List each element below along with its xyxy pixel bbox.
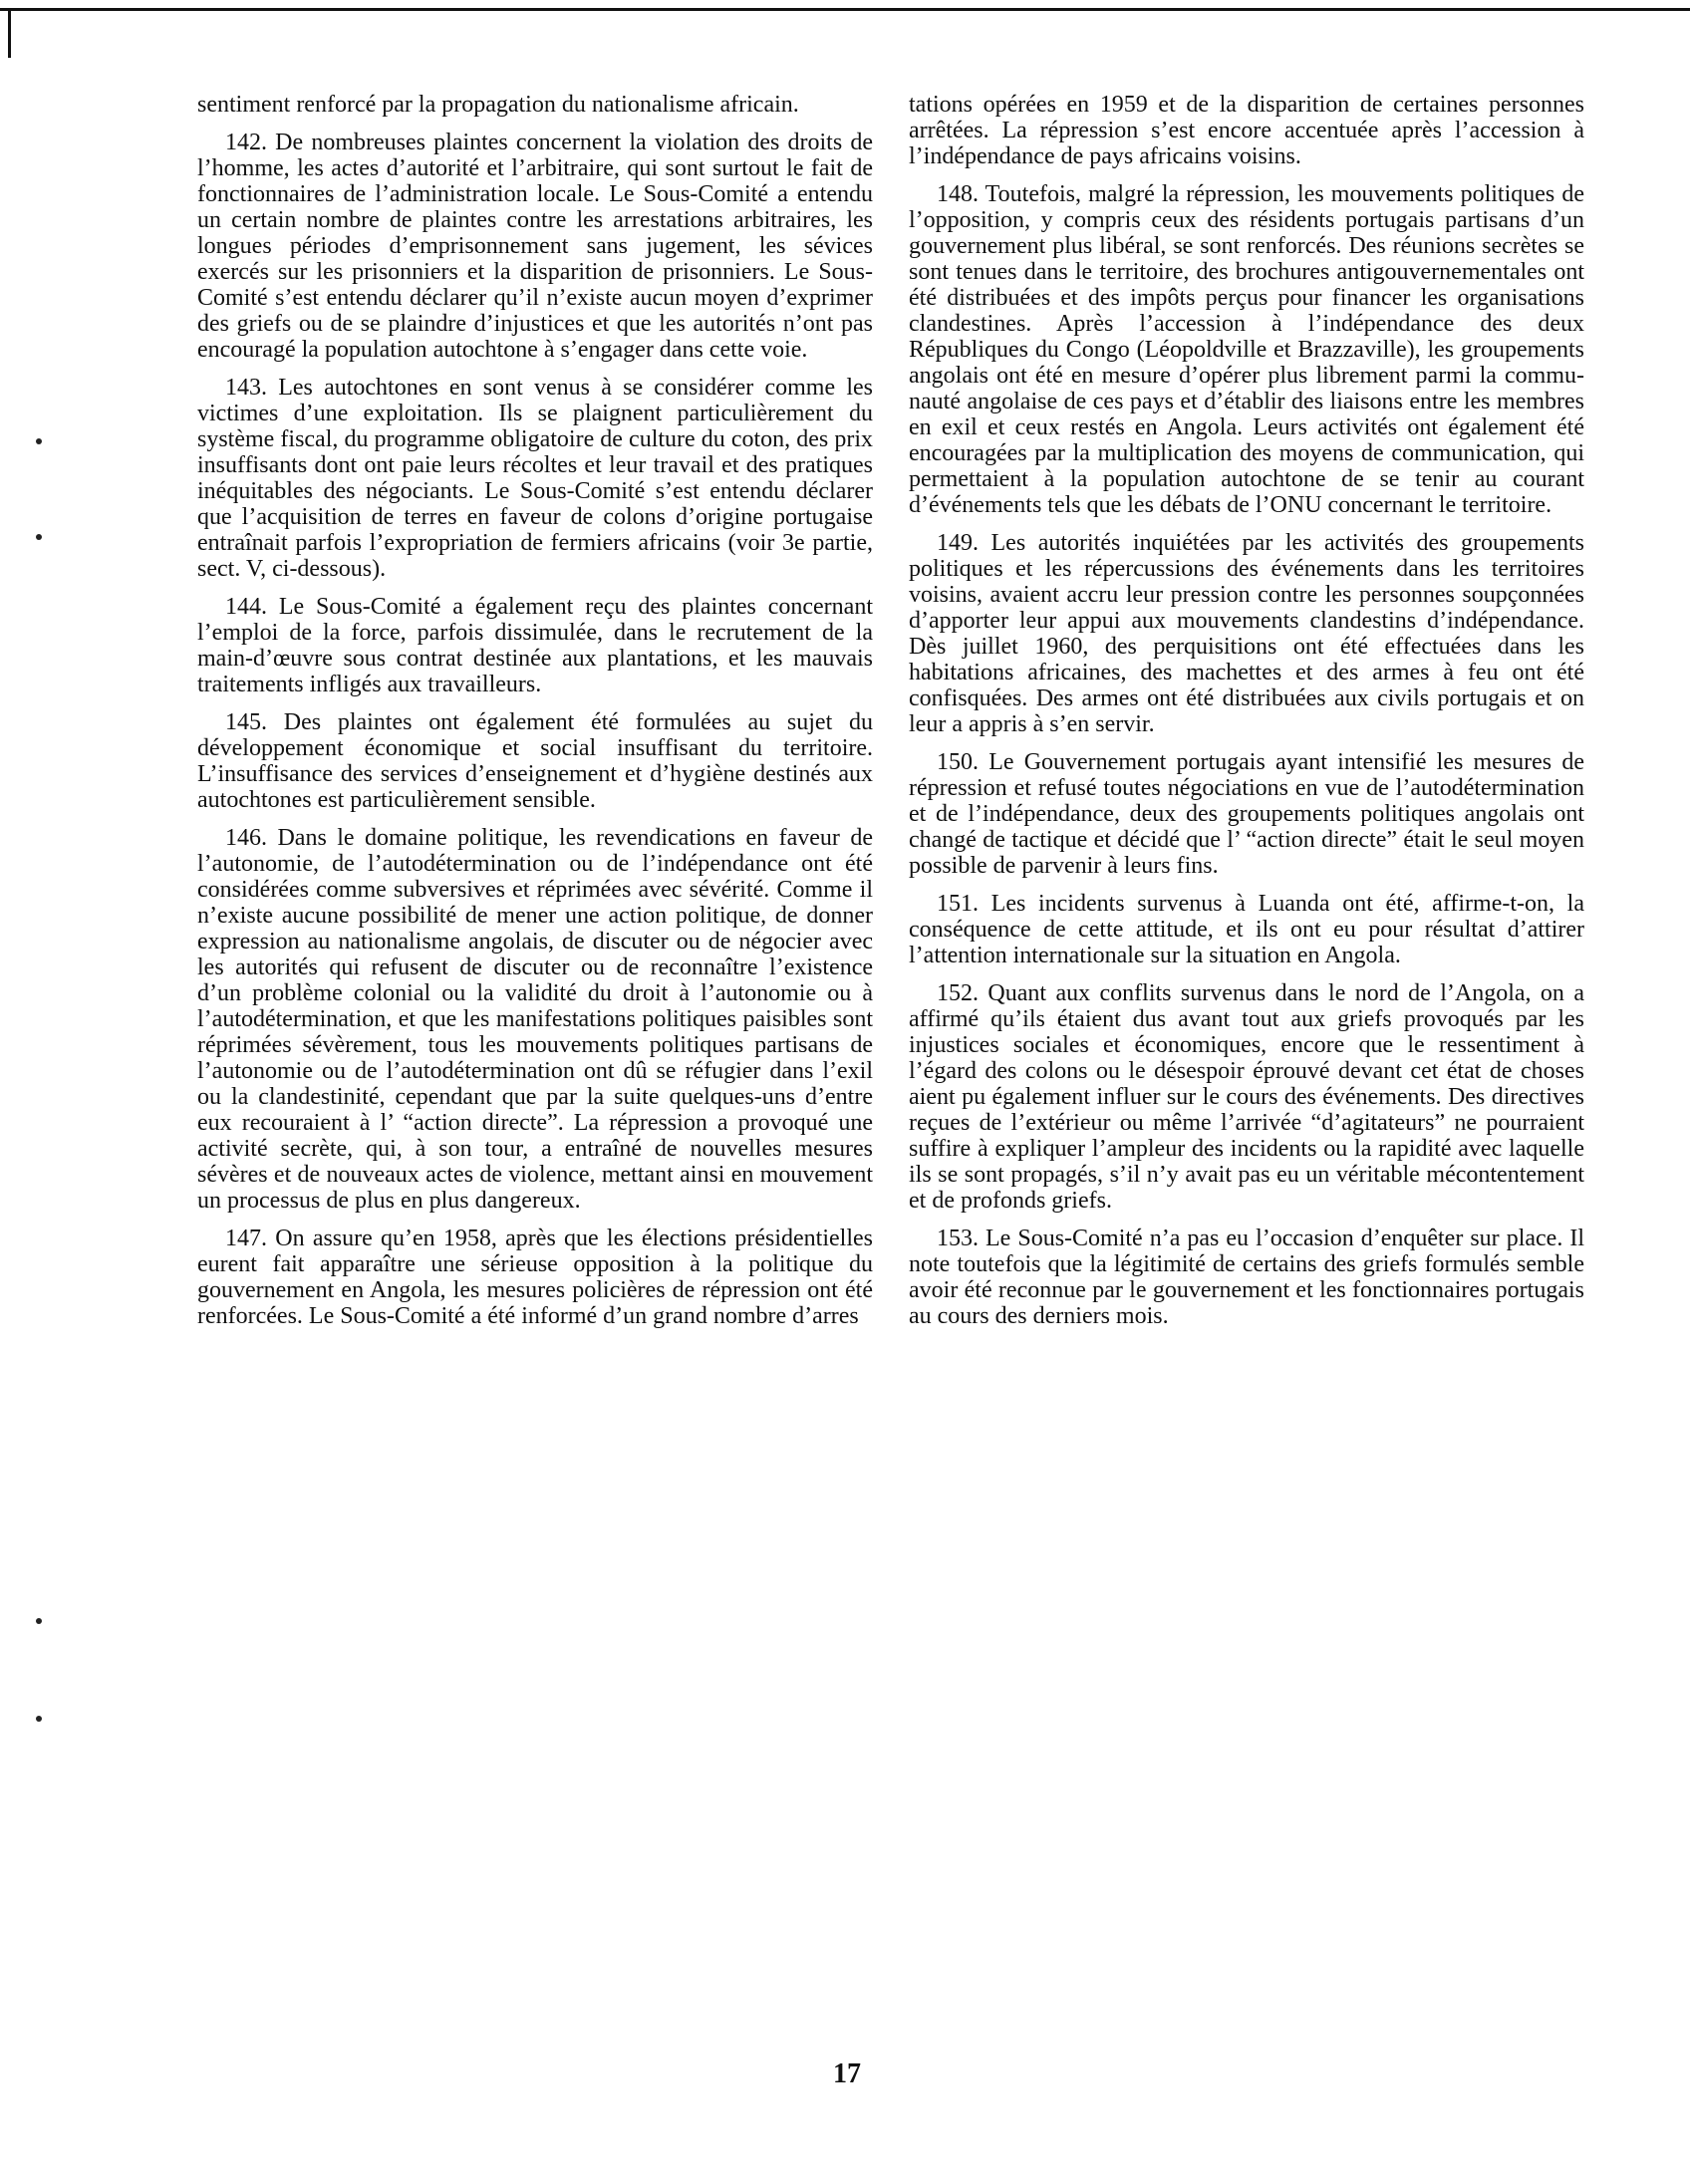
paragraph-152: 152. Quant aux conflits survenus dans le nord de l’Angola, on a affirmé qu’ils étaient dus avant tout aux griefs provoqués par les injustices sociales et économiques, encore que le ressentiment à l’égard des colons ou le désespoir éprouvé devant cet état de choses aient pu également influer sur le cours des événements. Des directives reçues de l’extérieur ou même l’arrivée “d’agitateurs” ne pourraient suffire à expliquer l’ampleur des incidents ou la rapidité avec laquelle ils se sont propagés, s’il n’y avait pas eu un véritable mécontentement et de profonds griefs. — [909, 980, 1584, 1214]
page-number: 17 — [833, 2058, 861, 2089]
paragraph-146: 146. Dans le domaine politique, les revendications en faveur de l’autonomie, de l’autodétermination ou de l’indépendance ont été considérées comme subversives et réprimées avec sévérité. Comme il n’existe aucune possibilité de mener une action politique, de donner expression au nationalisme angolais, de discuter ou de négocier avec les autorités qui refusent de discuter ou de reconnaître l’existence d’un problème colonial ou la validité du droit à l’autonomie ou à l’autodétermination, et que les manifestations politiques paisibles sont réprimées sévèrement, tous les mouvements politiques partisans de l’autonomie ou de l’autodétermination ont dû se réfugier dans l’exil ou la clandestinité, cependant que par la suite quelques-uns d’entre eux recouraient à l’ “action directe”. La répression a provoqué une activité secrète, qui, à son tour, a entraîné de nouvelles mesures sévères et de nouveaux actes de violence, mettant ainsi en mouvement un processus de plus en plus dangereux. — [197, 825, 873, 1214]
margin-mark — [36, 438, 42, 444]
paragraph-142: 142. De nombreuses plaintes concernent la violation des droits de l’homme, les actes d’autorité et l’arbitraire, qui sont surtout le fait de fonctionnaires de l’administration locale. Le Sous-Comité a entendu un certain nombre de plaintes contre les arrestations arbitraires, les longues périodes d’emprisonnement sans jugement, les sévices exercés sur les prisonniers et la disparition de prisonniers. Le Sous-Comité s’est entendu déclarer qu’il n’existe aucun moyen d’exprimer des griefs ou de se plaindre d’injustices et que les autorités n’ont pas encouragé la population autochtone à s’engager dans cette voie. — [197, 130, 873, 363]
paragraph-continuation: tations opérées en 1959 et de la disparition de certaines personnes arrêtées. La répression s’est encore accentuée après l’accession à l’indépendance de pays africains voisins. — [909, 92, 1584, 169]
paragraph-153: 153. Le Sous-Comité n’a pas eu l’occasion d’enquêter sur place. Il note toutefois que la légitimité de certains des griefs formulés semble avoir été reconnue par le gouvernement et les fonctionnaires portugais au cours des derniers mois. — [909, 1226, 1584, 1329]
margin-mark — [36, 534, 42, 540]
margin-mark — [36, 1618, 42, 1624]
left-column — [197, 92, 873, 1341]
page-top-rule — [0, 8, 1690, 11]
paragraph-151: 151. Les incidents survenus à Luanda ont été, affirme-t-on, la conséquence de cette attitude, et ils ont eu pour résultat d’attirer l’attention internationale sur la situation en Angola. — [909, 891, 1584, 968]
right-column — [909, 92, 1584, 1341]
paragraph-145: 145. Des plaintes ont également été formulées au sujet du développement économique et social insuffisant du territoire. L’insuffisance des services d’enseignement et d’hygiène destinés aux autochtones est particulièrement sensible. — [197, 709, 873, 813]
paragraph-147: 147. On assure qu’en 1958, après que les élections présidentielles eurent fait apparaître une sérieuse opposition à la politique du gouvernement en Angola, les mesures policières de répression ont été renforcées. Le Sous-Comité a été informé d’un grand nombre d’arres — [197, 1226, 873, 1329]
paragraph-continuation: sentiment renforcé par la propagation du nationalisme africain. — [197, 92, 799, 118]
paragraph-148: 148. Toutefois, malgré la répression, les mouvements politiques de l’opposition, y compris ceux des résidents portugais partisans d’un gouvernement plus libéral, se sont renforcés. Des réunions secrètes se sont tenues dans le territoire, des brochures antigouvernementales ont été distribuées et des impôts perçus pour financer les organisations clandestines. Après l’accession à l’indépendance des deux Républiques du Congo (Léopoldville et Brazzaville), les groupements angolais ont été en mesure d’opérer plus librement parmi la communauté angolaise de ces pays et d’établir des liaisons entre les membres en exil et ceux restés en Angola. Leurs activités ont également été encouragées par la multiplication des moyens de communication, qui permettaient à la population autochtone de se tenir au courant d’événements tels que les débats de l’ONU concernant le territoire. — [909, 181, 1584, 518]
page-corner-rule — [8, 8, 11, 58]
paragraph-150: 150. Le Gouvernement portugais ayant intensifié les mesures de répression et refusé toutes négociations en vue de l’autodétermination et de l’indépendance, deux des groupements politiques angolais ont changé de tactique et décidé que l’ “action directe” était le seul moyen possible de parvenir à leurs fins. — [909, 749, 1584, 879]
margin-mark — [36, 1716, 42, 1722]
paragraph-144: 144. Le Sous-Comité a également reçu des plaintes concernant l’emploi de la force, parfois dissimulée, dans le recrutement de la main-d’œuvre sous contrat destinée aux plantations, et les mauvais traitements infligés aux travailleurs. — [197, 594, 873, 697]
paragraph-143: 143. Les autochtones en sont venus à se considérer comme les victimes d’une exploitation. Ils se plaignent particulièrement du système fiscal, du programme obligatoire de culture du coton, des prix insuffisants dont ont paie leurs récoltes et leur travail et des pratiques inéquitables des négociants. Le Sous-Comité s’est entendu déclarer que l’acquisition de terres en faveur de colons d’origine portugaise entraînait parfois l’expropriation de fermiers africains (voir 3e partie, sect. V, ci-dessous). — [197, 375, 873, 582]
paragraph-149: 149. Les autorités inquiétées par les activités des groupements politiques et les répercussions des événements dans les territoires voisins, avaient accru leur pression contre les personnes soupçonnées d’apporter leur appui aux mouvements clandestins d’indépendance. Dès juillet 1960, des perquisitions ont été effectuées dans les habitations africaines, des machettes et des armes à feu ont été confisquées. Des armes ont été distribuées aux civils portugais et on leur a appris à s’en servir. — [909, 530, 1584, 737]
